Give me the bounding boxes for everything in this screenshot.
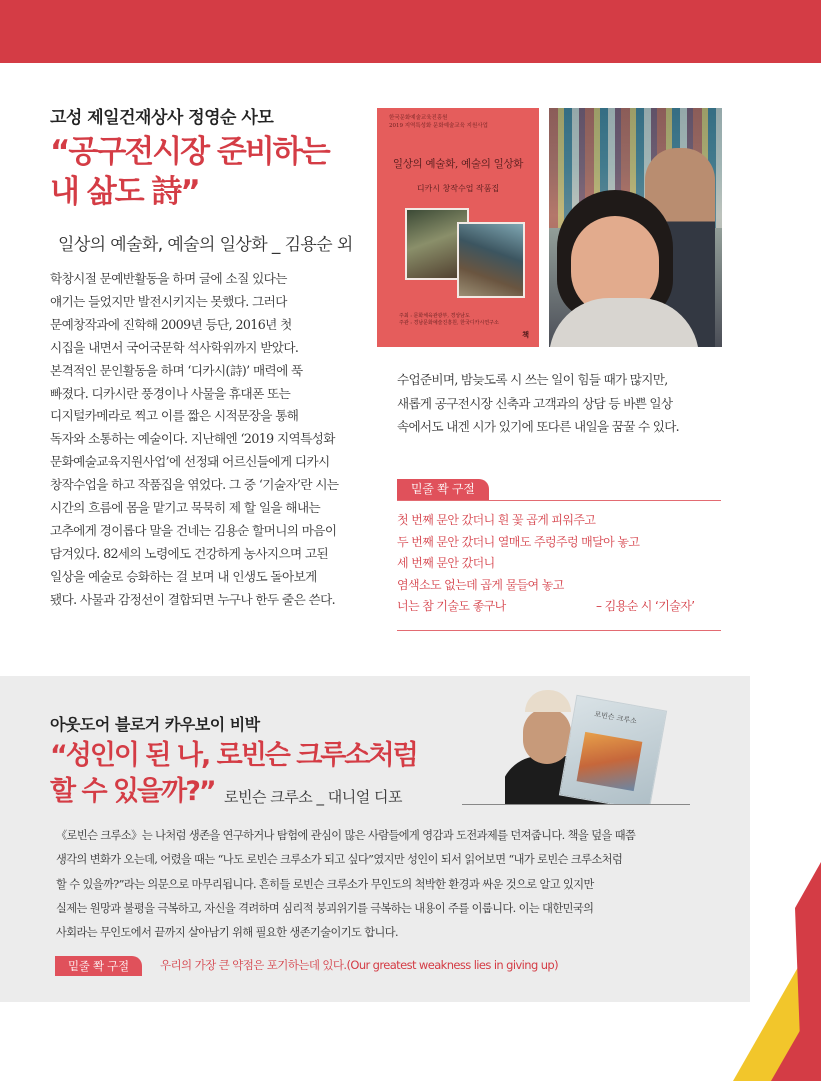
quote-line: 염색소도 없는데 곱게 물들여 놓고 [397, 577, 564, 592]
body-line: 본격적인 문인활동을 하며 ‘디카시(詩)’ 매력에 푹 [50, 362, 303, 378]
body-line: 시집을 내면서 국어국문학 석사학위까지 받았다. [50, 339, 299, 355]
body-line: 담겨있다. 82세의 노령에도 건강하게 농사지으며 고된 [50, 545, 329, 561]
blogger-cap [525, 690, 571, 712]
body-line: 사회라는 무인도에서 끝까지 살아남기 위해 필요한 생존기술이기도 합니다. [56, 926, 399, 940]
body-line: 창작수업을 하고 작품집을 엮었다. 그 중 ‘기술자’란 시는 [50, 477, 339, 493]
red-stripe-bottom [771, 994, 821, 1081]
section2-highlight-badge: 밑줄 쫙 구절 [55, 956, 142, 976]
blogger-photo [505, 690, 675, 804]
book-title: 일상의 예술화, 예술의 일상화 [392, 158, 524, 170]
body-line: 독자와 소통하는 예술이다. 지난해엔 ‘2019 지역특성화 [50, 431, 335, 447]
section1-right-body [397, 368, 679, 439]
book-cover-image [377, 108, 539, 347]
section1-title-line2: 내 삶도 詩” [50, 174, 199, 210]
quote-line: 두 번째 문안 갔더니 열매도 주렁주렁 매달아 놓고 [397, 534, 640, 549]
body-line: 디지털카메라로 찍고 이를 짧은 시적문장을 통해 [50, 408, 299, 424]
body-line: 문예창작과에 진학해 2009년 등단, 2016년 첫 [50, 316, 292, 332]
body-line: 학창시절 문예반활동을 하며 글에 소질 있다는 [50, 271, 287, 286]
section1-title-line1: “공구전시장 준비하는 [50, 134, 329, 170]
book-publisher-mark: 책 [522, 331, 529, 339]
top-header-band [0, 0, 821, 63]
highlight-credit: – 김용순 시 ‘기술자’ [596, 599, 695, 613]
body-line: 일상을 예술로 승화하는 걸 보며 내 인생도 돌아보게 [50, 568, 317, 584]
body-line: 빠졌다. 디카시란 풍경이나 사물을 휴대폰 또는 [50, 385, 291, 401]
body-line: 수업준비며, 밤늦도록 시 쓰는 일이 힘들 때가 많지만, [397, 372, 668, 387]
robinson-book-cover [559, 695, 667, 804]
body-line: 새롭게 공구전시장 신축과 고객과의 상담 등 바쁜 일상 [397, 395, 673, 411]
quote-line: 세 번째 문안 갔더니 [397, 556, 495, 570]
body-line: 속에서도 내겐 시가 있기에 또다른 내일을 꿈꿀 수 있다. [397, 419, 679, 434]
robinson-book-title: 로빈슨 크루소 [593, 710, 638, 726]
quote-line: 너는 참 기술도 좋구나 [397, 599, 506, 613]
section2-body [56, 824, 635, 945]
body-line: 실제는 원망과 불평을 극복하고, 자신을 격려하며 심리적 붕괴위기를 극복하는 내용이 주를 이룹니다. 이는 대한민국의 [56, 901, 594, 915]
book-photo-shoes [457, 222, 525, 298]
body-line: 고추에게 경이롭다 말을 건네는 김용순 할머니의 마음이 [50, 522, 337, 538]
section2-book-subtitle: 로빈슨 크루소 _ 대니얼 디포 [224, 788, 402, 806]
body-line: 할 수 있을까?”라는 의문으로 마무리됩니다. 흔히들 로빈슨 크루소가 무인도의 척박한 환경과 싸운 것으로 알고 있지만 [56, 877, 594, 891]
body-line: 얘기는 들었지만 발전시키지는 못했다. 그러다 [50, 293, 287, 309]
book-credits: 주최 : 문화체육관광부, 경상남도 주관 : 경남문화예술진흥원, 한국디카시연구소 [399, 313, 499, 326]
body-line: 됐다. 사물과 감정선이 결합되면 누구나 한두 줄은 쓴다. [50, 591, 336, 607]
section1-book-subtitle: 일상의 예술화, 예술의 일상화 _ 김용순 외 [58, 235, 353, 255]
section2-title-line2: 할 수 있을까?” [50, 776, 215, 807]
book-top-text: 한국문화예술교육진흥원 2019 지역특성화 문화예술교육 지원사업 [389, 115, 488, 129]
highlight-badge: 밑줄 쫙 구절 [397, 479, 489, 500]
section1-title [50, 132, 329, 212]
book-subtitle: 디카시 창작수업 작품집 [416, 184, 500, 193]
highlight-divider-bottom [397, 630, 721, 631]
quote-line: 첫 번째 문안 갔더니 흰 꽃 곱게 피워주고 [397, 513, 596, 527]
section1-body [50, 268, 375, 612]
red-stripe-side [795, 862, 821, 1040]
interviewee-photo [549, 108, 722, 347]
body-line: 《로빈슨 크루소》는 나처럼 생존을 연구하거나 탐험에 관심이 많은 사람들에게 영감과 도전과제를 던져줍니다. 책을 덮을 때쯤 [56, 829, 636, 842]
section1-label: 고성 제일건재상사 정영순 사모 [50, 108, 274, 128]
robinson-book-art [577, 732, 643, 791]
section2-highlight-quote: 우리의 가장 큰 약점은 포기하는데 있다.(Our greatest weakness lies in giving up) [160, 958, 558, 972]
section2-divider [462, 804, 690, 805]
highlight-divider-top [397, 500, 721, 501]
blogger-face [523, 708, 571, 764]
body-line: 생각의 변화가 오는데, 어렸을 때는 “나도 로빈슨 크루소가 되고 싶다”였지만 성인이 되서 읽어보면 “내가 로빈슨 크루소처럼 [56, 853, 623, 867]
section2-label: 아웃도어 블로거 카우보이 비박 [50, 715, 260, 734]
section2-title-line1: “성인이 된 나, 로빈슨 크루소처럼 [50, 740, 417, 771]
body-line: 문화예술교육지원사업’에 선정돼 어르신들에게 디카시 [50, 454, 330, 470]
body-line: 시간의 흐름에 몸을 맡기고 묵묵히 제 할 일을 해내는 [50, 500, 321, 516]
